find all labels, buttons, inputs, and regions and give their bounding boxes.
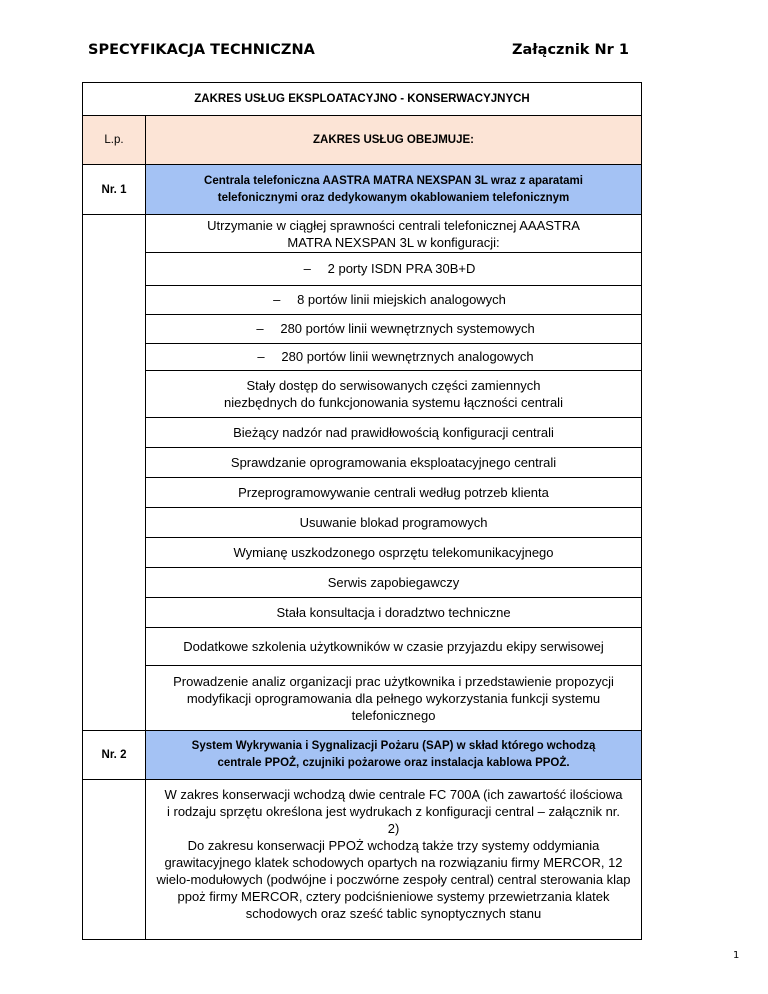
scope-table <box>82 82 642 940</box>
column-header-scope: ZAKRES USŁUG OBEJMUJE: <box>146 116 642 165</box>
list-item: – 2 porty ISDN PRA 30B+D <box>146 253 642 286</box>
page-number: 1 <box>733 950 740 961</box>
paragraph: Do zakresu konserwacji PPOŻ wchodzą także trzy systemy oddymiania grawitacyjnego klatek schodowych opartych na rozwiązaniu firmy MERCOR, 12 wielo-modułowych (podwójne i poczwórne zespoły central) central sterowania klap ppoż firmy MERCOR, cztery podciśnieniowe systemy przewietrzania klatek schodowych oraz sześć tablic synoptycznych stanu <box>156 838 631 921</box>
list-item: Usuwanie blokad programowych <box>146 508 642 538</box>
section-description <box>146 780 642 940</box>
attachment-label: Załącznik Nr 1 <box>512 42 629 58</box>
list-item: Bieżący nadzór nad prawidłowością konfiguracji centrali <box>146 418 642 448</box>
list-item: Wymianę uszkodzonego osprzętu telekomunikacyjnego <box>146 538 642 568</box>
section-title: Centrala telefoniczna AASTRA MATRA NEXSPAN 3L wraz z aparatami telefonicznymi oraz dedykowanym okablowaniem telefonicznym <box>146 165 642 215</box>
table-title: ZAKRES USŁUG EKSPLOATACYJNO - KONSERWACYJNYCH <box>83 83 642 116</box>
list-item: Dodatkowe szkolenia użytkowników w czasie przyjazdu ekipy serwisowej <box>146 628 642 666</box>
lp-cell-empty <box>83 215 146 731</box>
list-item: Sprawdzanie oprogramowania eksploatacyjnego centrali <box>146 448 642 478</box>
list-item: Prowadzenie analiz organizacji prac użytkownika i przedstawienie propozycji modyfikacji oprogramowania dla pełnego wykorzystania funkcji systemu telefonicznego <box>146 666 642 731</box>
section-intro: Utrzymanie w ciągłej sprawności centrali telefonicznej AAASTRA MATRA NEXSPAN 3L w konfiguracji: <box>146 215 642 253</box>
lp-cell-empty <box>83 780 146 940</box>
section-number: Nr. 2 <box>83 731 146 780</box>
list-item: – 280 portów linii wewnętrznych analogowych <box>146 344 642 371</box>
list-item: – 280 portów linii wewnętrznych systemowych <box>146 315 642 344</box>
list-item: Serwis zapobiegawczy <box>146 568 642 598</box>
list-item: Stała konsultacja i doradztwo techniczne <box>146 598 642 628</box>
list-item: Przeprogramowywanie centrali według potrzeb klienta <box>146 478 642 508</box>
section-number: Nr. 1 <box>83 165 146 215</box>
list-item: Stały dostęp do serwisowanych części zamiennych niezbędnych do funkcjonowania systemu łączności centrali <box>146 371 642 418</box>
list-item: – 8 portów linii miejskich analogowych <box>146 286 642 315</box>
section-title: System Wykrywania i Sygnalizacji Pożaru (SAP) w skład którego wchodzą centrale PPOŻ, czujniki pożarowe oraz instalacja kablowa PPOŻ. <box>146 731 642 780</box>
paragraph: W zakres konserwacji wchodzą dwie centrale FC 700A (ich zawartość ilościowa i rodzaju sprzętu określona jest wydrukach z konfiguracji central – załącznik nr. 2) <box>164 787 623 836</box>
column-header-lp: L.p. <box>83 116 146 165</box>
document-title: SPECYFIKACJA TECHNICZNA <box>88 42 315 58</box>
